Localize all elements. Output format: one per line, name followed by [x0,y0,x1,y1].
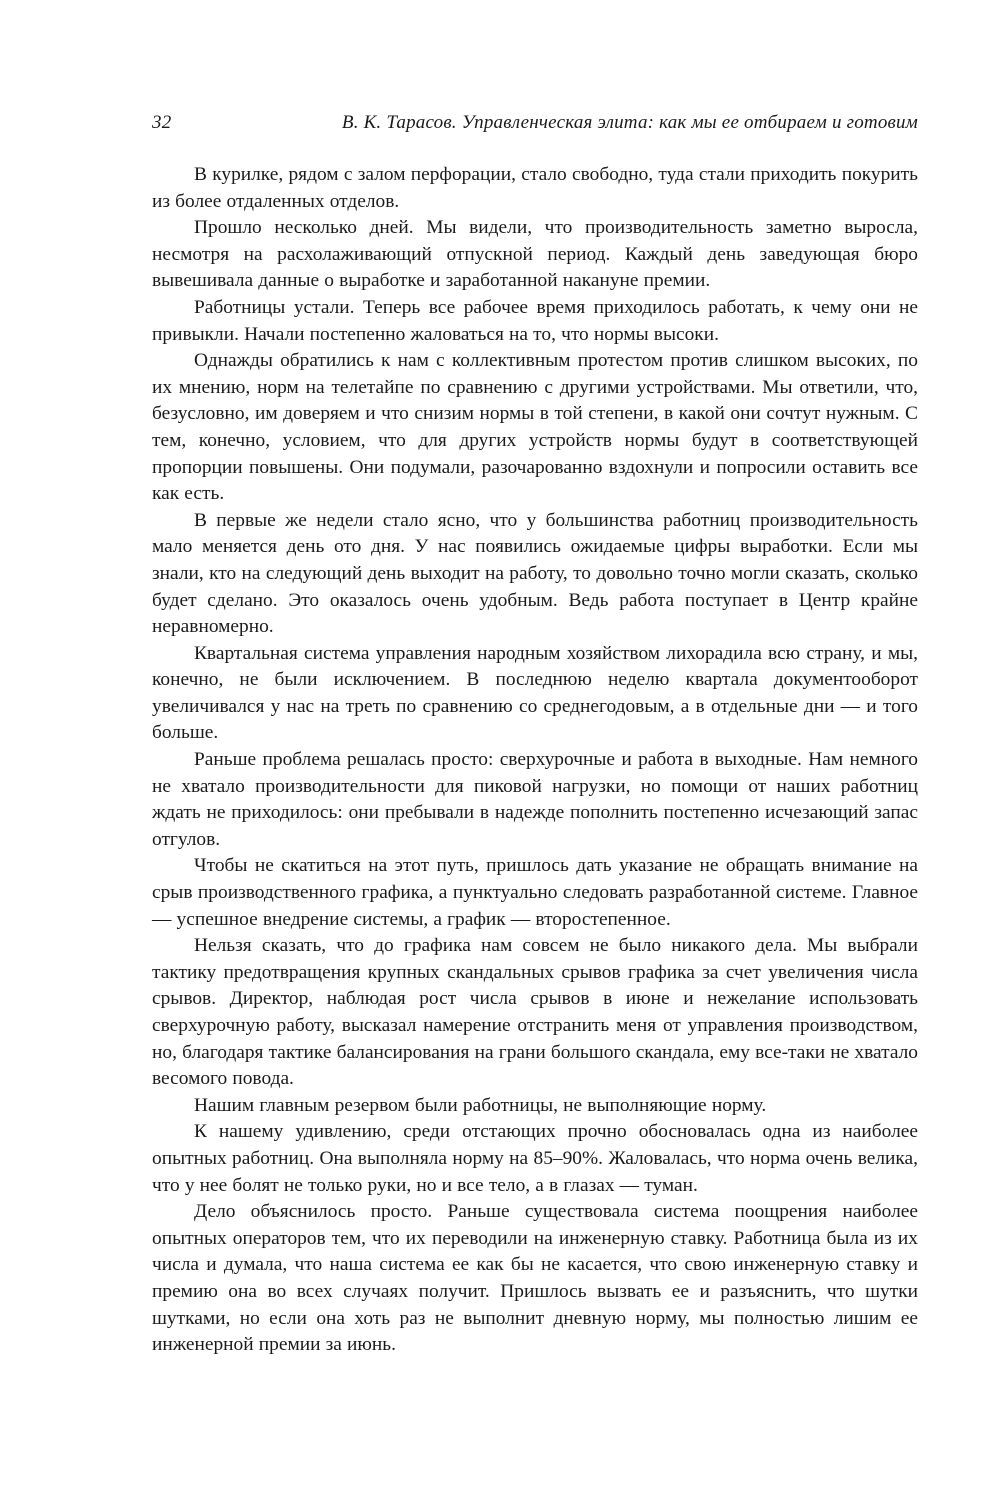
paragraph: Однажды обратились к нам с коллективным протестом против слишком высоких, по их мнению, норм на телетайпе по сравнению с другими устройствами. Мы ответили, что, безусловно, им доверяем и что снизим нормы в той степени, в какой они сочтут нужным. С тем, конечно, условием, что для других устройств нормы будут в соответствующей пропорции повышены. Они подумали, разочарованно вздохнули и попросили оставить все как есть. [152,350,918,505]
paragraph: Квартальная система управления народным хозяйством лихорадила всю страну, и мы, конечно, не были исключением. В последнюю неделю квартала документооборот увеличивался у нас на треть по сравнению со среднегодовым, а в отдельные дни — и того больше. [152,642,918,744]
page-number: 32 [152,112,172,133]
paragraph: В первые же недели стало ясно, что у большинства работниц производительность мало меняется день ото дня. У нас появились ожидаемые цифры выработки. Если мы знали, кто на следующий день выходит на работу, то довольно точно могли сказать, сколько будет сделано. Это оказалось очень удобным. Ведь работа поступает в Центр крайне неравномерно. [152,509,918,638]
body-text [152,162,918,1359]
book-page [152,112,918,1359]
paragraph: К нашему удивлению, среди отстающих прочно обосновалась одна из наиболее опытных работниц. Она выполняла норму на 85–90%. Жаловалась, что норма очень велика, что у нее болят не только руки, но и все тело, а в глазах — туман. [152,1121,918,1196]
paragraph: Чтобы не скатиться на этот путь, пришлось дать указание не обращать внимание на срыв производственного графика, а пунктуально следовать разработанной системе. Главное — успешное внедрение системы, а график — второстепенное. [152,855,918,930]
running-header [152,112,918,144]
paragraph: Работницы устали. Теперь все рабочее время приходилось работать, к чему они не привыкли. Начали постепенно жаловаться на то, что нормы высоки. [152,296,918,345]
paragraph: Прошло несколько дней. Мы видели, что производительность заметно выросла, несмотря на расхолаживающий отпускной период. Каждый день заведующая бюро вывешивала данные о выработке и заработанной накануне премии. [152,217,918,292]
paragraph: В курилке, рядом с залом перфорации, стало свободно, туда стали приходить покурить из более отдаленных отделов. [152,164,918,212]
running-header-title: В. К. Тарасов. Управленческая элита: как мы ее отбираем и готовим [341,112,918,133]
paragraph: Нельзя сказать, что до графика нам совсем не было никакого дела. Мы выбрали тактику предотвращения крупных скандальных срывов графика за счет увеличения числа срывов. Директор, наблюдая рост числа срывов в июне и нежелание использовать сверхурочную работу, высказал намерение отстранить меня от управления производством, но, благодаря тактике балансирования на грани большого скандала, ему все-таки не хватало весомого повода. [152,935,918,1090]
paragraph: Нашим главным резервом были работницы, не выполняющие норму. [194,1094,767,1116]
paragraph: Раньше проблема решалась просто: сверхурочные и работа в выходные. Нам немного не хватало производительности для пиковой нагрузки, но помощи от наших работниц ждать не приходилось: они пребывали в надежде пополнить постепенно исчезающий запас отгулов. [152,749,918,850]
paragraph: Дело объяснилось просто. Раньше существовала система поощрения наиболее опытных операторов тем, что их переводили на инженерную ставку. Работница была из их числа и думала, что наша система ее как бы не касается, что свою инженерную ставку и премию она во всех случаях получит. Пришлось вызвать ее и разъяснить, что шутки шутками, но если она хоть раз не выполнит дневную норму, мы полностью лишим ее инженерной премии за июнь. [152,1201,918,1356]
